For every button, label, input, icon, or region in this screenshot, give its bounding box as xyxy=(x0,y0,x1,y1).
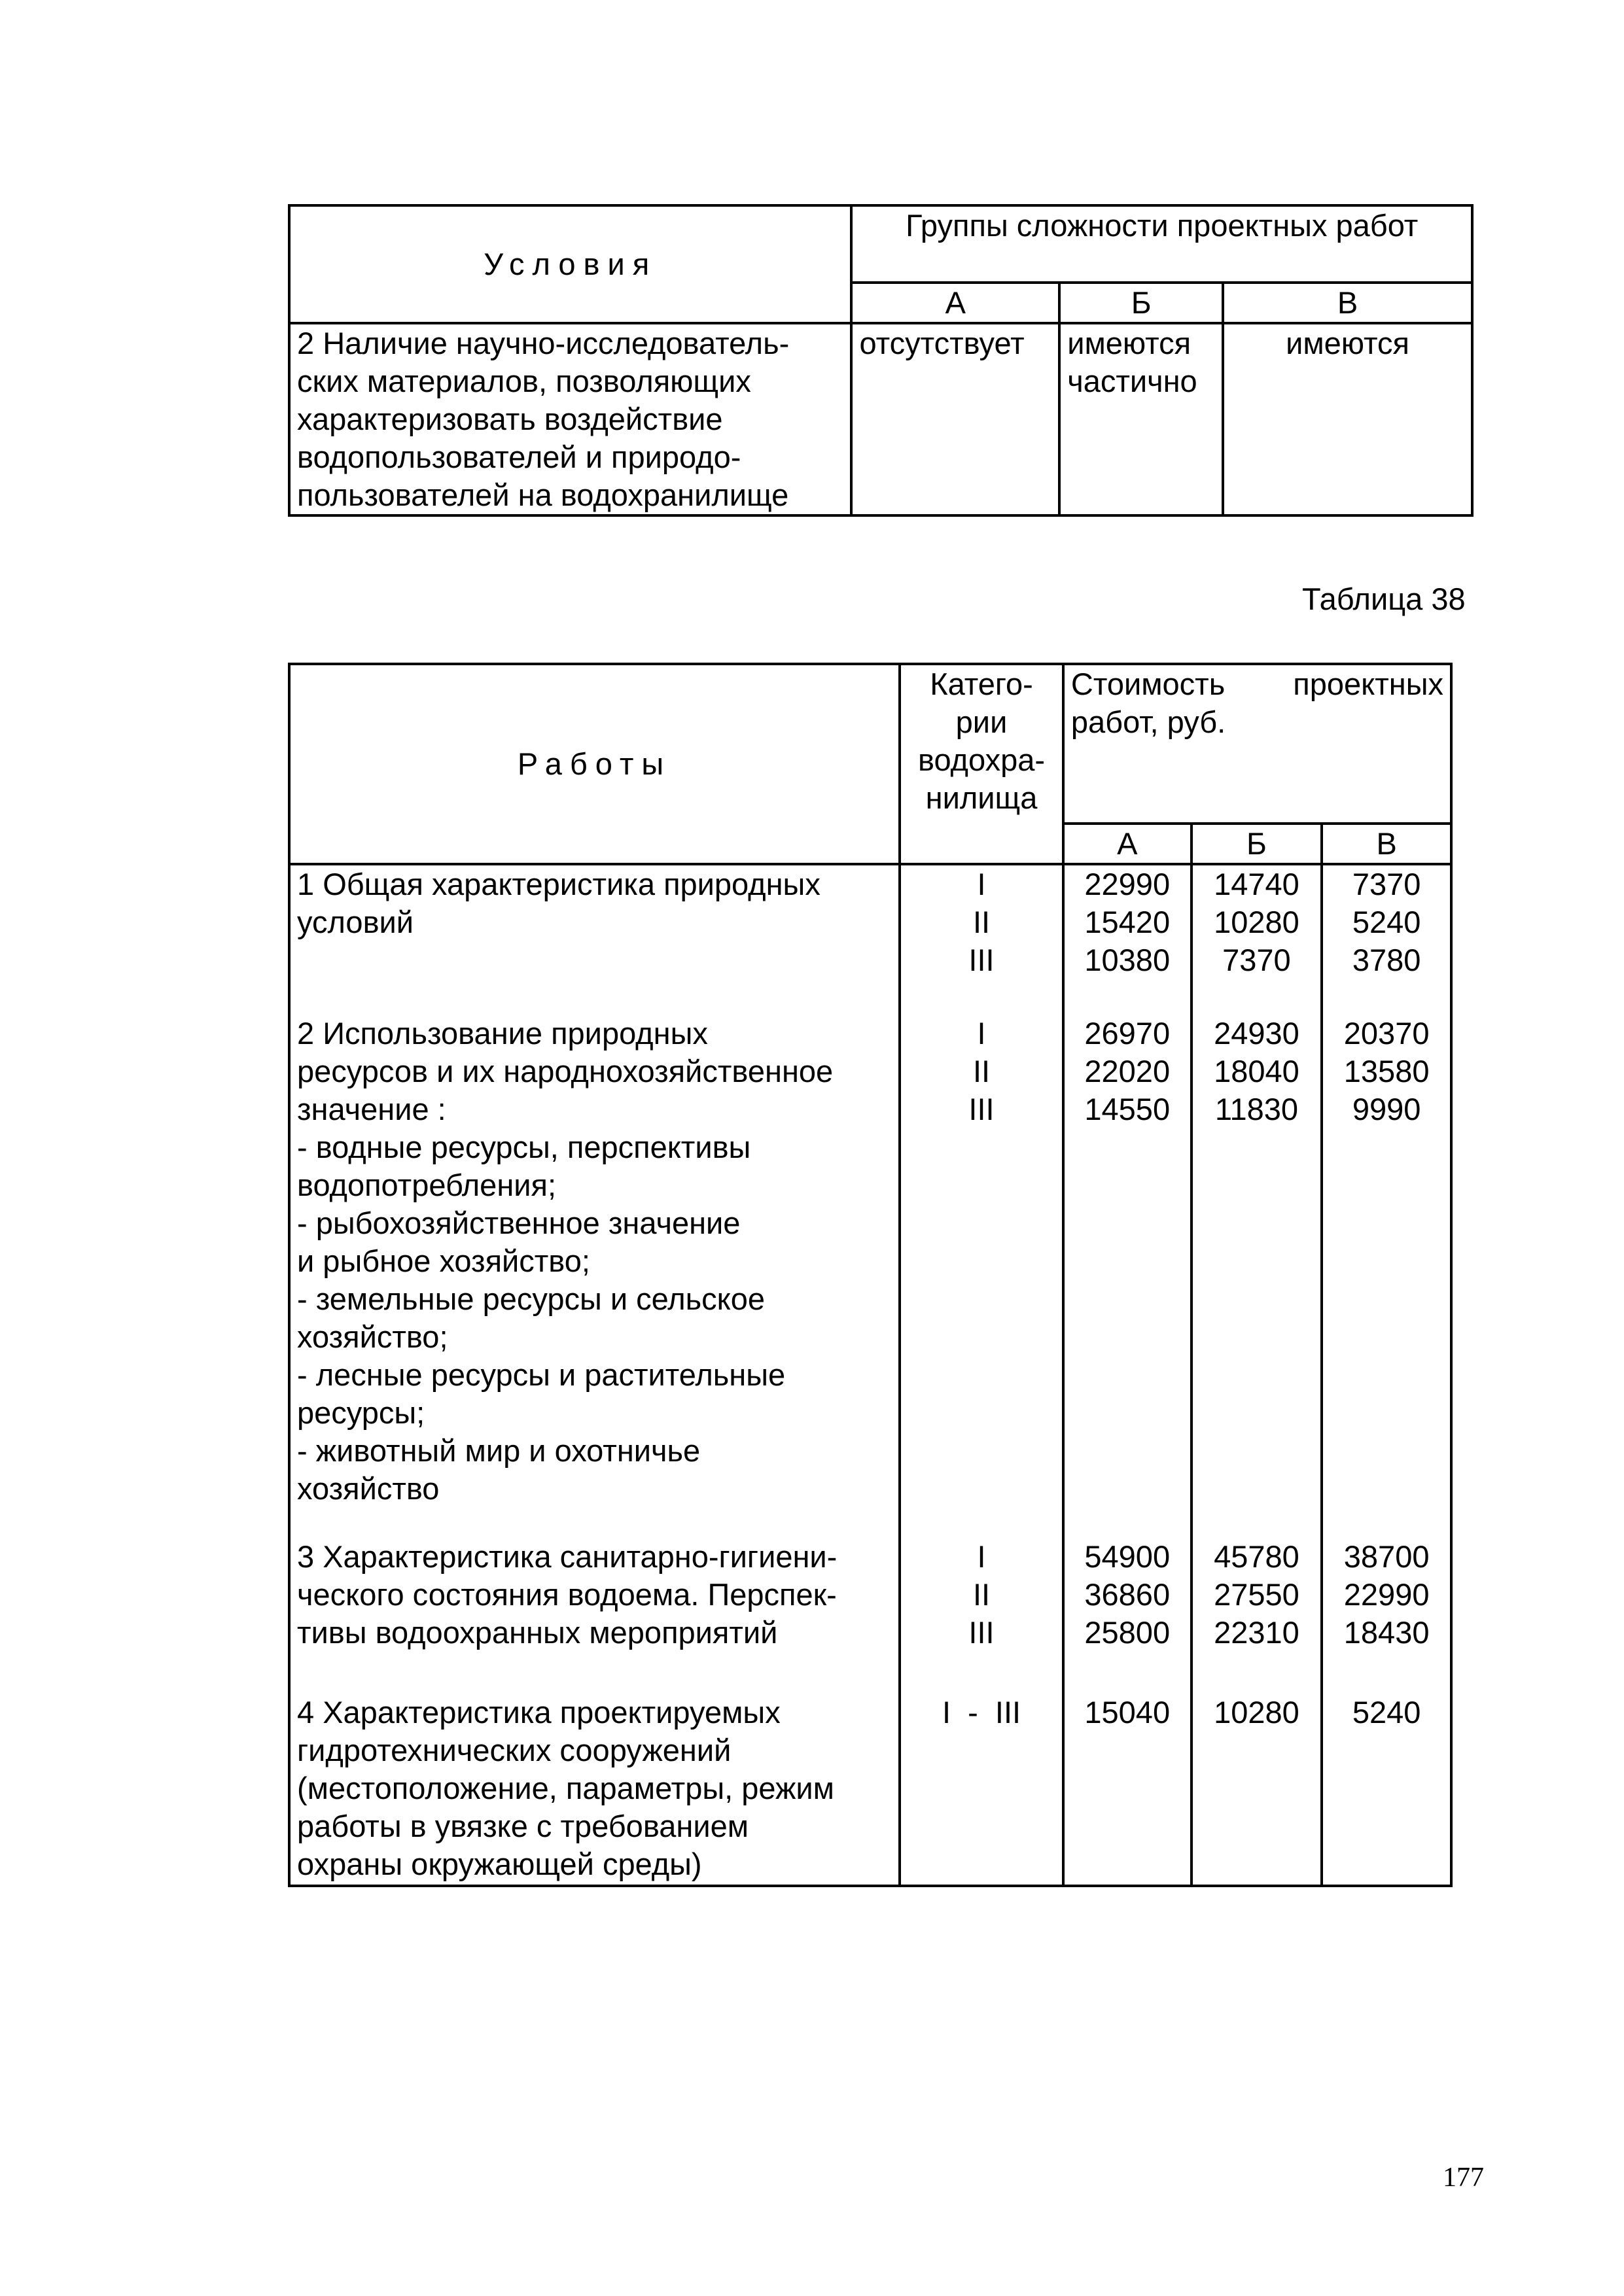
page-number: 177 xyxy=(1443,2163,1484,2193)
value-c: имеются xyxy=(1223,323,1472,515)
header-col-c: В xyxy=(1322,824,1451,864)
cost-a-cell: 26970 22020 14550 xyxy=(1063,1015,1192,1538)
costs-table xyxy=(288,663,1453,1887)
conditions-table xyxy=(288,204,1474,517)
work-item-2: 2 Использование природных ресурсов и их народнохозяйственное значение : - водные ресурсы, перспективы водопотребления; - рыбохозяйственное значение и рыбное хозяйство; - земельные ресурсы и сельское хозяйство; - лесные ресурсы и растительные ресурсы; - животный мир и охотничье хозяйство xyxy=(289,1015,900,1538)
header-col-a: А xyxy=(1063,824,1192,864)
header-conditions: Условия xyxy=(289,205,851,323)
work-item-4: 4 Характеристика проектируемых гидротехнических сооружений (местоположение, параметры, режим работы в увязке с требованием охраны окружающей среды) xyxy=(289,1694,900,1886)
value-b: имеются частично xyxy=(1059,323,1223,515)
header-col-a: А xyxy=(851,283,1059,323)
header-col-b: Б xyxy=(1192,824,1322,864)
header-category: Катего- рии водохра- нилища xyxy=(900,664,1063,864)
cost-c-cell: 20370 13580 9990 xyxy=(1322,1015,1451,1538)
cost-b-cell: 45780 27550 22310 xyxy=(1192,1538,1322,1694)
cost-b-cell: 14740 10280 7370 xyxy=(1192,864,1322,1015)
table-caption: Таблица 38 xyxy=(1302,582,1466,616)
header-groups: Группы сложности проектных работ xyxy=(851,205,1472,283)
header-cost: Стоимость проектных работ, руб. xyxy=(1063,664,1451,824)
header-works: Работы xyxy=(289,664,900,864)
category-cell: I II III xyxy=(900,1015,1063,1538)
cost-c-cell: 38700 22990 18430 xyxy=(1322,1538,1451,1694)
cost-b-cell: 24930 18040 11830 xyxy=(1192,1015,1322,1538)
category-cell: I II III xyxy=(900,1538,1063,1694)
cost-a-cell: 15040 xyxy=(1063,1694,1192,1886)
category-cell: I - III xyxy=(900,1694,1063,1886)
cost-a-cell: 22990 15420 10380 xyxy=(1063,864,1192,1015)
work-item-3: 3 Характеристика санитарно-гигиени- ческого состояния водоема. Перспек- тивы водоохранных мероприятий xyxy=(289,1538,900,1694)
header-col-b: Б xyxy=(1059,283,1223,323)
cost-c-cell: 5240 xyxy=(1322,1694,1451,1886)
header-col-c: В xyxy=(1223,283,1472,323)
work-item-1: 1 Общая характеристика природных условий xyxy=(289,864,900,1015)
cost-b-cell: 10280 xyxy=(1192,1694,1322,1886)
cost-a-cell: 54900 36860 25800 xyxy=(1063,1538,1192,1694)
category-cell: I II III xyxy=(900,864,1063,1015)
value-a: отсутствует xyxy=(851,323,1059,515)
cost-c-cell: 7370 5240 3780 xyxy=(1322,864,1451,1015)
condition-text: 2 Наличие научно-исследователь- ских материалов, позволяющих характеризовать воздействие водопользователей и природо- пользователей на водохранилище xyxy=(289,323,851,515)
